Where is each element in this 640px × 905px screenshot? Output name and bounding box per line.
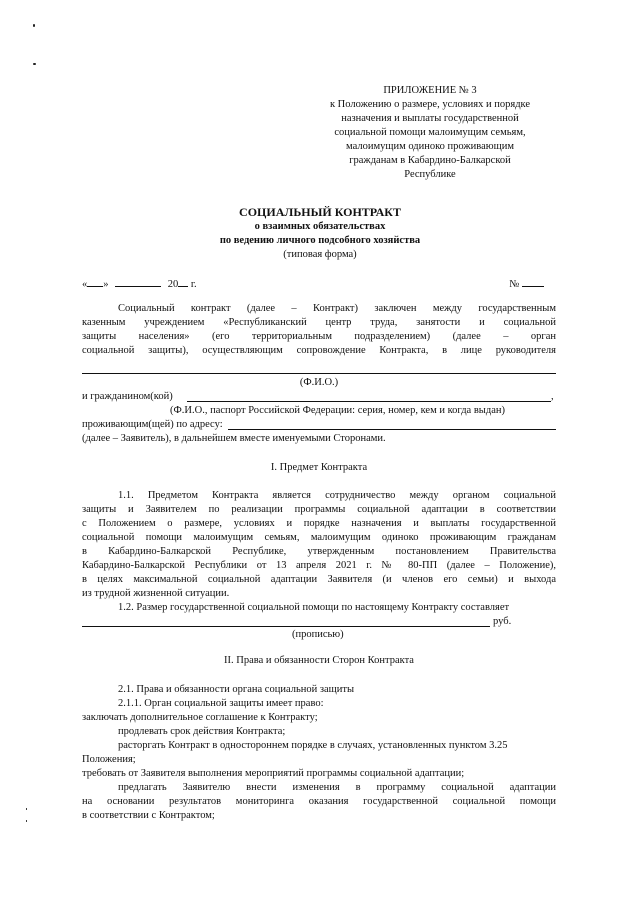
rights-item: 2.1.1. Орган социальной защиты имеет право: — [118, 698, 324, 709]
appendix-title: ПРИЛОЖЕНИЕ № 3 — [383, 85, 477, 96]
number-blank — [522, 276, 544, 287]
section-1-paragraph-1 — [82, 489, 556, 601]
paragraph-line: в Кабардино-Балкарской Республике, утвержденным постановлением Правительства — [82, 546, 556, 557]
appendix-block — [300, 84, 560, 182]
contract-subtitle: по ведению личного подсобного хозяйства — [219, 235, 421, 246]
paragraph-line: Кабардино-Балкарской Республики от 13 апреля 2021 г. № 80-ПП (далее – Положение), — [82, 560, 556, 571]
appendix-line: к Положению о размере, условиях и порядке — [329, 99, 531, 110]
intro-line: защиты населения» (его территориальным подразделением) (далее – орган — [82, 331, 556, 342]
date-year-prefix: 20 — [167, 279, 179, 290]
appendix-line: гражданам в Кабардино-Балкарской — [349, 155, 511, 166]
paragraph-line: в целях максимальной социальной адаптации Заявителя (и членов его семьи) и выхода — [82, 574, 556, 585]
rub-label: руб. — [493, 616, 512, 627]
date-line — [82, 276, 558, 292]
contract-title: СОЦИАЛЬНЫЙ КОНТРАКТ — [239, 205, 401, 219]
applicant-line: (далее – Заявитель), в дальнейшем вместе именуемыми Сторонами. — [82, 433, 386, 444]
intro-paragraph — [82, 302, 556, 358]
rights-item: требовать от Заявителя выполнения мероприятий программы социальной адаптации; — [82, 768, 465, 779]
rights-item-proposal — [82, 781, 556, 823]
contract-subtitle: о взаимных обязательствах — [254, 221, 386, 232]
fio-caption: (Ф.И.О.) — [299, 377, 339, 388]
address-blank — [228, 429, 556, 430]
paragraph-line: из трудной жизненной ситуации. — [82, 588, 230, 599]
paragraph-line: на основании результатов мониторинга оказания государственной социальной помощи — [82, 796, 556, 807]
scan-speck — [33, 24, 35, 27]
citizen-label: и гражданином(кой) — [82, 391, 173, 402]
date-quote-open: « — [82, 279, 88, 290]
passport-caption: (Ф.И.О., паспорт Российской Федерации: серия, номер, кем и когда выдан) — [170, 405, 505, 416]
rights-item: 2.1. Права и обязанности органа социальной защиты — [118, 684, 354, 695]
aid-amount-blank — [82, 626, 490, 627]
number-label: № — [509, 279, 520, 290]
intro-line: Социальный контракт (далее – Контракт) заключен между государственным — [118, 303, 556, 314]
paragraph-line: социальной помощи малоимущим семьям, малоимущим одиноко проживающим гражданам — [82, 532, 556, 543]
propis-caption: (прописью) — [292, 629, 344, 640]
paragraph-line: в соответствии с Контрактом; — [82, 810, 215, 821]
rights-item: расторгать Контракт в одностороннем порядке в случаях, установленных пунктом 3.25 — [118, 740, 508, 751]
section-1-paragraph-2: 1.2. Размер государственной социальной помощи по настоящему Контракту составляет — [118, 602, 510, 613]
date-quote-close: » — [103, 279, 109, 290]
address-label: проживающим(щей) по адресу: — [82, 419, 223, 430]
date-day-blank — [87, 276, 103, 287]
appendix-line: Республике — [404, 169, 456, 180]
appendix-line: малоимущим одиноко проживающим — [346, 141, 514, 152]
date-month-blank — [115, 276, 161, 287]
appendix-line: социальной помощи малоимущим семьям, — [334, 127, 526, 138]
date-year-suffix: г. — [190, 279, 197, 290]
contract-heading — [82, 204, 558, 262]
director-name-blank — [82, 373, 556, 374]
paragraph-line: с Положением о размере, условиях и порядке назначения и выплаты государственной — [82, 518, 556, 529]
intro-line: социальной защиты), осуществляющим сопровождение Контракта, в лице руководителя — [82, 345, 556, 356]
rights-item: продлевать срок действия Контракта; — [118, 726, 286, 737]
appendix-line: назначения и выплаты государственной — [341, 113, 519, 124]
date-year-blank — [178, 276, 188, 287]
rights-item: заключать дополнительное соглашение к Контракту; — [82, 712, 318, 723]
section-2-title: II. Права и обязанности Сторон Контракта — [224, 655, 414, 666]
rights-item: Положения; — [82, 754, 136, 765]
intro-line: казенным учреждением «Республиканский центр труда, занятости и социальной — [82, 317, 556, 328]
scan-speck — [26, 808, 27, 810]
paragraph-line: предлагать Заявителю внести изменения в программу социальной адаптации — [118, 782, 556, 793]
paragraph-line: защиты и Заявителем по реализации программы социальной адаптации в соответствии — [82, 504, 556, 515]
citizen-end: , — [551, 391, 554, 402]
section-1-title: I. Предмет Контракта — [270, 462, 368, 473]
form-label: (типовая форма) — [283, 249, 357, 260]
scan-speck — [33, 63, 36, 65]
citizen-name-blank — [187, 401, 551, 402]
paragraph-line: 1.1. Предметом Контракта является сотрудничество между органом социальной — [118, 490, 556, 501]
scan-speck — [26, 820, 27, 822]
